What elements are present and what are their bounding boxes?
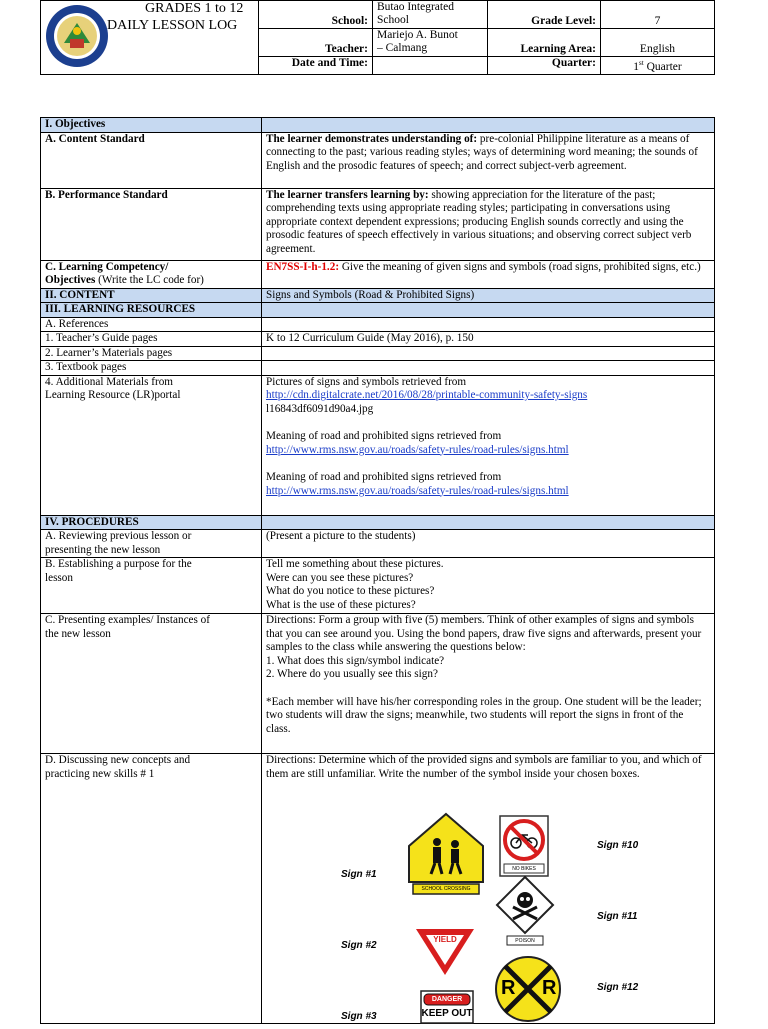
performance-standard-label: B. Performance Standard (41, 188, 262, 260)
no-bikes-text: NO BIKES (512, 866, 536, 872)
sign-1-label: Sign #1 (341, 869, 377, 880)
keep-out-text: KEEP OUT (421, 1008, 473, 1019)
proc-b-value: Tell me something about these pictures. Were can you see these pictures? What do you notice to these pictures? What is the use of these pictures? (262, 558, 715, 614)
poison-sign (495, 875, 555, 947)
proc-b-label: B. Establishing a purpose for the lesson (41, 558, 262, 614)
resources-heading: III. LEARNING RESOURCES (41, 303, 262, 318)
proc-a-value: (Present a picture to the students) (262, 530, 715, 558)
content-value: Signs and Symbols (Road & Prohibited Signs) (262, 288, 715, 303)
quarter-label: Quarter: (488, 57, 601, 75)
yield-text: YIELD (433, 935, 457, 944)
teacher-label: Teacher: (259, 29, 373, 57)
references-label: A. References (41, 317, 262, 332)
objectives-heading: I. Objectives (41, 118, 262, 133)
sign-10-label: Sign #10 (597, 840, 639, 851)
lesson-table (40, 117, 715, 1024)
rxr-left: R (501, 977, 516, 999)
teacher-value: Mariejo A. Bunot – Calmang (373, 29, 488, 57)
railroad-crossing-sign (493, 955, 563, 1024)
rxr-right: R (542, 977, 557, 999)
resource-link-1[interactable]: http://cdn.digitalcrate.net/2016/08/28/printable-community-safety-signs (266, 389, 588, 401)
proc-d-value: Directions: Determine which of the provided signs and symbols are familiar to you, and which of them are still unfamiliar. Write the number of the symbol inside your chosen boxes. (262, 754, 715, 1024)
school-crossing-text: SCHOOL CROSSING (421, 886, 471, 892)
school-value: Butao Integrated School (373, 1, 488, 29)
sign-12-label: Sign #12 (597, 982, 639, 993)
tg-label: 1. Teacher’s Guide pages (41, 332, 262, 347)
no-bikes-sign (499, 815, 549, 877)
grade-label: Grade Level: (488, 1, 601, 29)
date-value (373, 57, 488, 75)
resource-link-3[interactable]: http://www.rms.nsw.gov.au/roads/safety-rules/road-rules/signs.html (266, 484, 569, 497)
sign-2-label: Sign #2 (341, 940, 377, 951)
competency-label: C. Learning Competency/ Objectives (Write the LC code for) (41, 260, 262, 288)
poison-text: POISON (515, 938, 535, 944)
content-standard-label: A. Content Standard (41, 132, 262, 188)
danger-text: DANGER (431, 996, 463, 1003)
additional-value: Pictures of signs and symbols retrieved from http://cdn.digitalcrate.net/2016/08/28/printable-community-safety-signs l16843df6091d90a4.jpg Meaning of road and prohibited signs retrieved from http://www.rms.nsw.gov.au/roads/safety-rules/road-rules/signs.html Meaning of road and prohibited signs retrieved from http://www.rms.nsw.gov.au/roads/safety-rules/road-rules/signs.html (262, 375, 715, 515)
school-label: School: (259, 1, 373, 29)
content-heading: II. CONTENT (41, 288, 262, 303)
proc-c-label: C. Presenting examples/ Instances of the new lesson (41, 614, 262, 754)
title-line-2: DAILY LESSON LOG (107, 18, 238, 33)
sign-3-label: Sign #3 (341, 1011, 377, 1022)
tb-label: 3. Textbook pages (41, 361, 262, 376)
procedures-heading: IV. PROCEDURES (41, 515, 262, 530)
performance-standard-value: The learner transfers learning by: showing appreciation for the literature of the past; comprehending texts using appropriate reading styles; participating in conversations using appropriate context dependent expressions; producing English sounds correctly and using the prosodic features of speech effectively in various situations; and observing correct subject verb agreement. (262, 188, 715, 260)
resource-link-2[interactable]: http://www.rms.nsw.gov.au/roads/safety-rules/road-rules/signs.html (266, 443, 569, 456)
proc-d-label: D. Discussing new concepts and practicing new skills # 1 (41, 754, 262, 1024)
grade-value: 7 (601, 1, 715, 29)
proc-a-label: A. Reviewing previous lesson or presenting the new lesson (41, 530, 262, 558)
tg-value: K to 12 Curriculum Guide (May 2016), p. 150 (262, 332, 715, 347)
additional-label: 4. Additional Materials from Learning Resource (LR)portal (41, 375, 262, 515)
area-label: Learning Area: (488, 29, 601, 57)
danger-keep-out-sign (420, 990, 474, 1024)
content-standard-value: The learner demonstrates understanding of: pre-colonial Philippine literature as a means of connecting to the past; various reading styles; ways of determining word meaning; the sounds of English and the prosodic features of speech; and correct subject-verb agreement. (262, 132, 715, 188)
competency-value: EN7SS-I-h-1.2: Give the meaning of given signs and symbols (road signs, prohibited signs, etc.) (262, 260, 715, 288)
lm-label: 2. Learner’s Materials pages (41, 346, 262, 361)
date-label: Date and Time: (259, 57, 373, 75)
title-line-1: GRADES 1 to 12 (145, 1, 244, 16)
yield-sign (414, 927, 476, 977)
proc-c-value: Directions: Form a group with five (5) members. Think of other examples of signs and symbols that you can see around you. Using the bond papers, draw five signs and afterwards, present your samples to the class while answering the questions below: 1. What does this sign/symbol indicate? 2. Where do you usually see this sign? *Each member will have his/her corresponding roles in the group. One student will be the leader; two students will draw the signs; meanwhile, two students will report the signs in front of the class. (262, 614, 715, 754)
school-crossing-sign (407, 812, 485, 896)
header-table (40, 0, 715, 75)
area-value: English (601, 29, 715, 57)
quarter-value: 1st Quarter (601, 57, 715, 75)
sign-11-label: Sign #11 (597, 911, 638, 922)
